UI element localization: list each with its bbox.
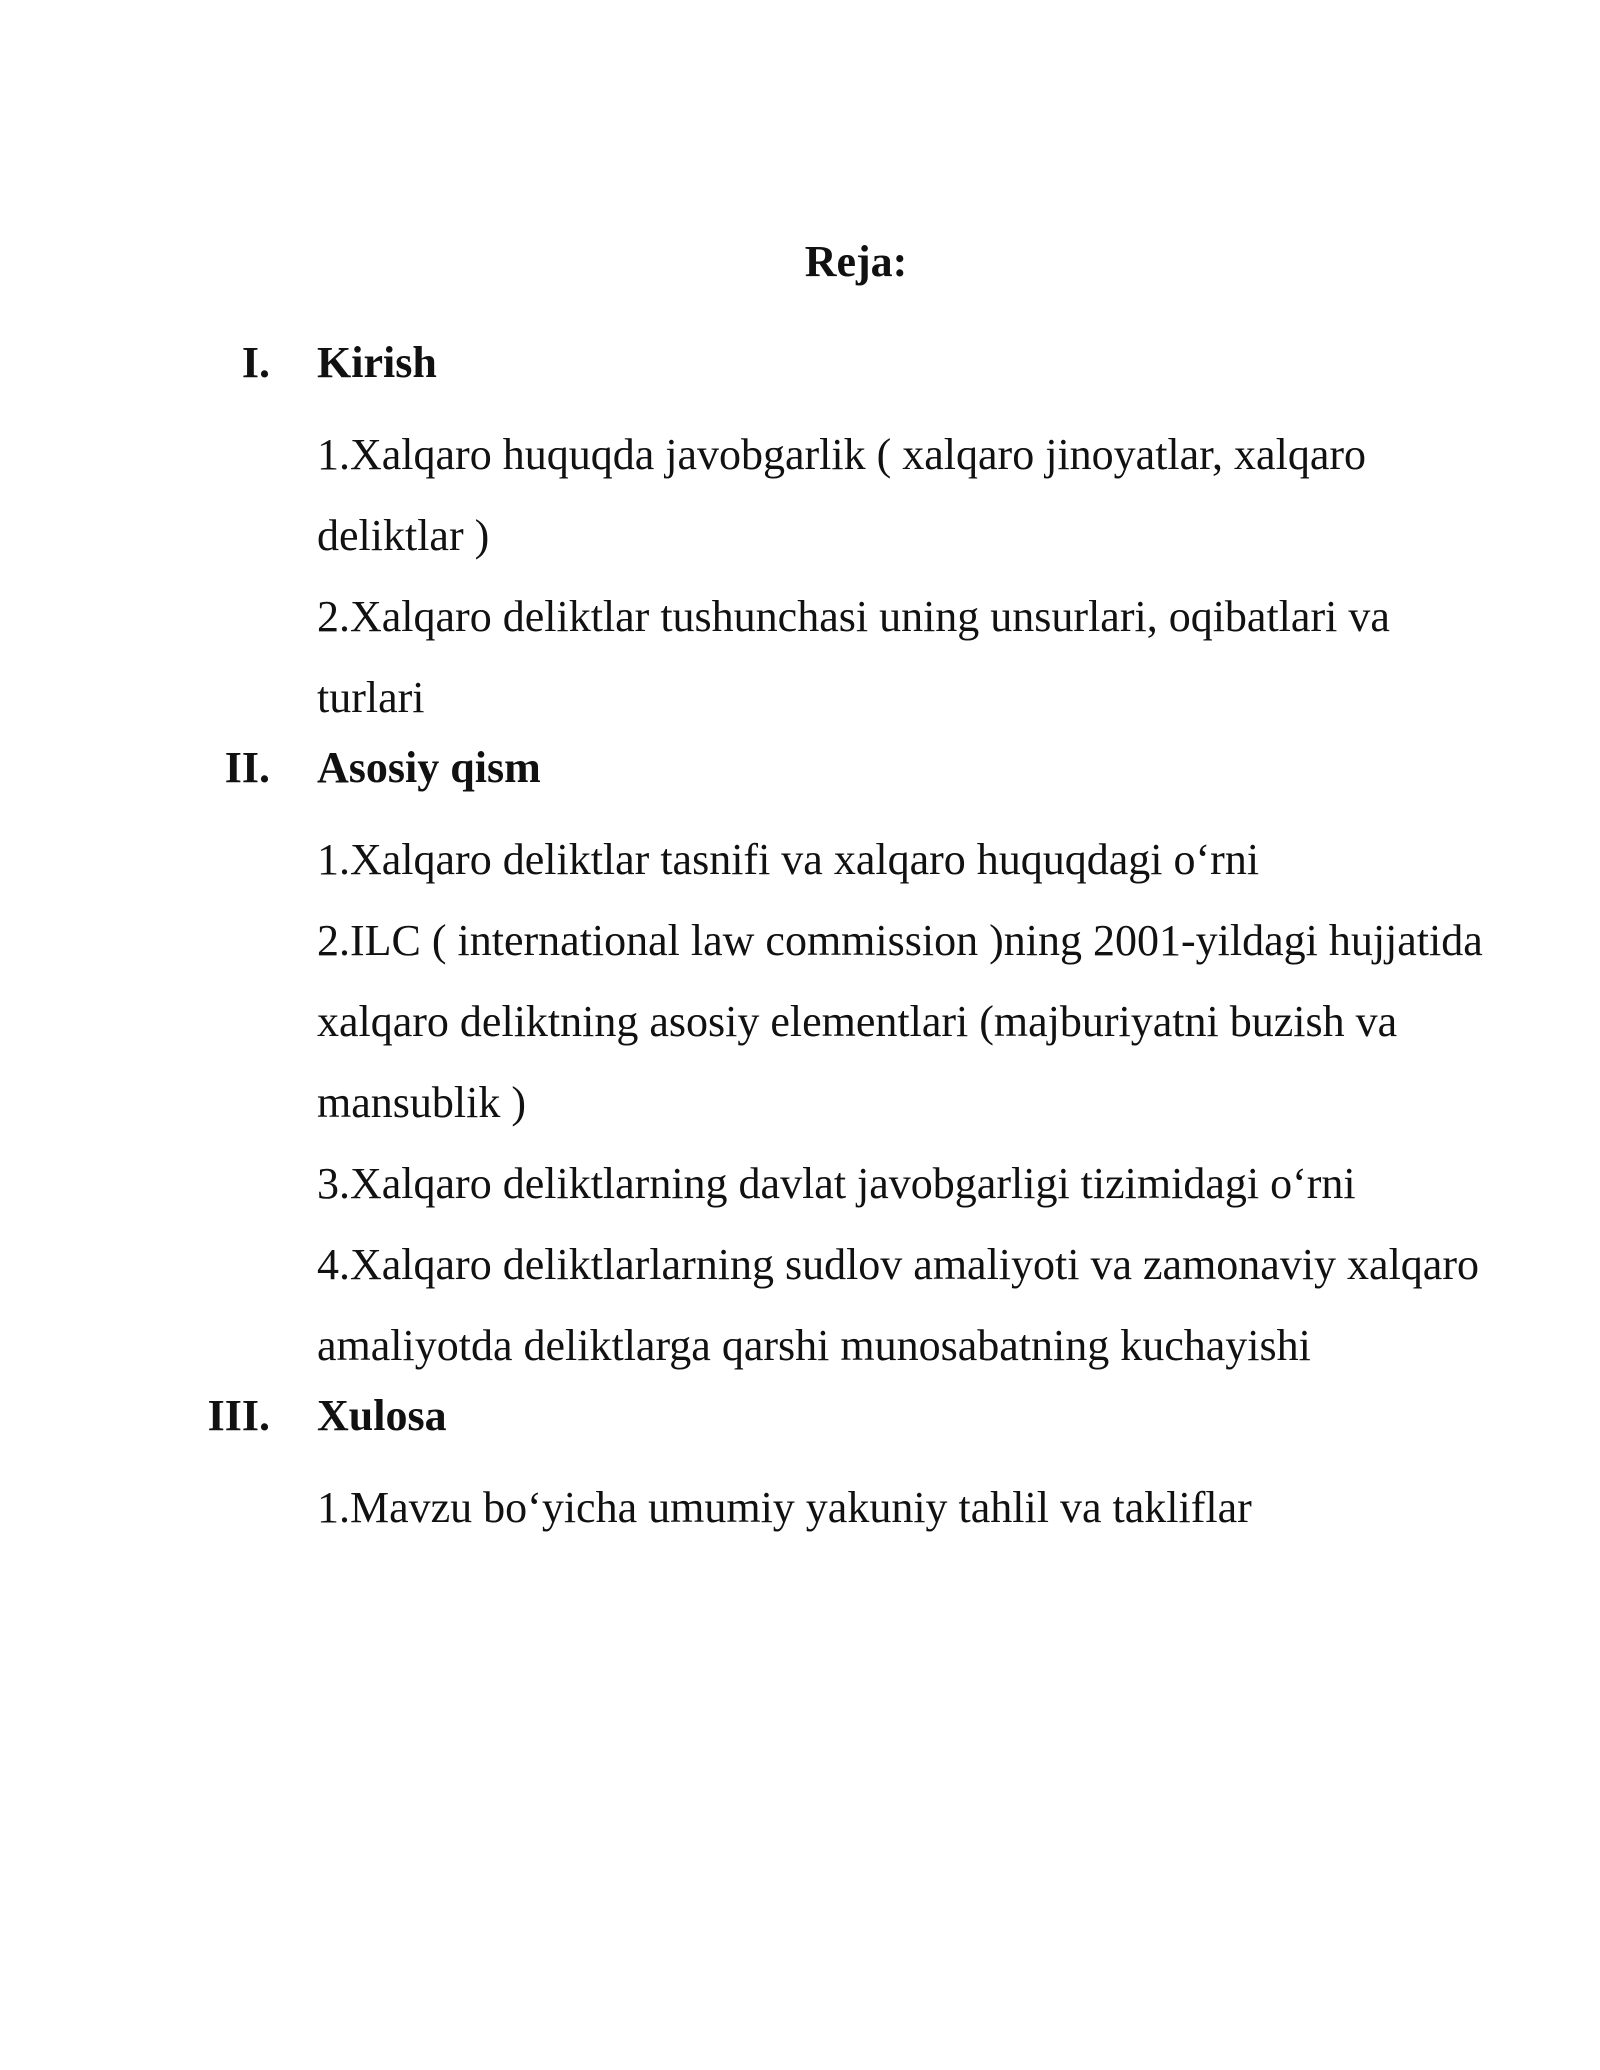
list-item: 1.Xalqaro huquqda javobgarlik ( xalqaro jinoyatlar, xalqaro deliktlar ) <box>317 430 1366 560</box>
section-heading <box>0 738 1600 819</box>
list-item: 3.Xalqaro deliktlarning davlat javobgarligi tizimidagi o‘rni <box>317 1159 1356 1208</box>
section-title: Kirish <box>317 338 437 387</box>
list-item: 2.ILC ( international law commission )ning 2001-yildagi hujjatida xalqaro deliktning asosiy elementlari (majburiyatni buzish va mansublik ) <box>317 916 1483 1127</box>
list-item: 1.Xalqaro deliktlar tasnifi va xalqaro huquqdagi o‘rni <box>317 835 1260 884</box>
section-numeral: II. <box>224 743 270 792</box>
section-conclusion <box>0 1386 1600 1548</box>
plan-outline <box>0 333 1600 1548</box>
section-title: Asosiy qism <box>317 743 541 792</box>
section-heading <box>0 1386 1600 1467</box>
page-title: Reja: <box>804 237 908 286</box>
section-main-part <box>0 738 1600 1386</box>
section-heading <box>0 333 1600 414</box>
list-item: 1.Mavzu bo‘yicha umumiy yakuniy tahlil va takliflar <box>317 1483 1252 1532</box>
section-numeral: I. <box>241 338 270 387</box>
list-item: 2.Xalqaro deliktlar tushunchasi uning unsurlari, oqibatlari va turlari <box>317 592 1390 722</box>
list-item: 4.Xalqaro deliktlarlarning sudlov amaliyoti va zamonaviy xalqaro amaliyotda deliktlarga qarshi munosabatning kuchayishi <box>317 1240 1479 1370</box>
section-title: Xulosa <box>317 1391 447 1440</box>
section-numeral: III. <box>207 1391 270 1440</box>
section-introduction <box>0 333 1600 738</box>
